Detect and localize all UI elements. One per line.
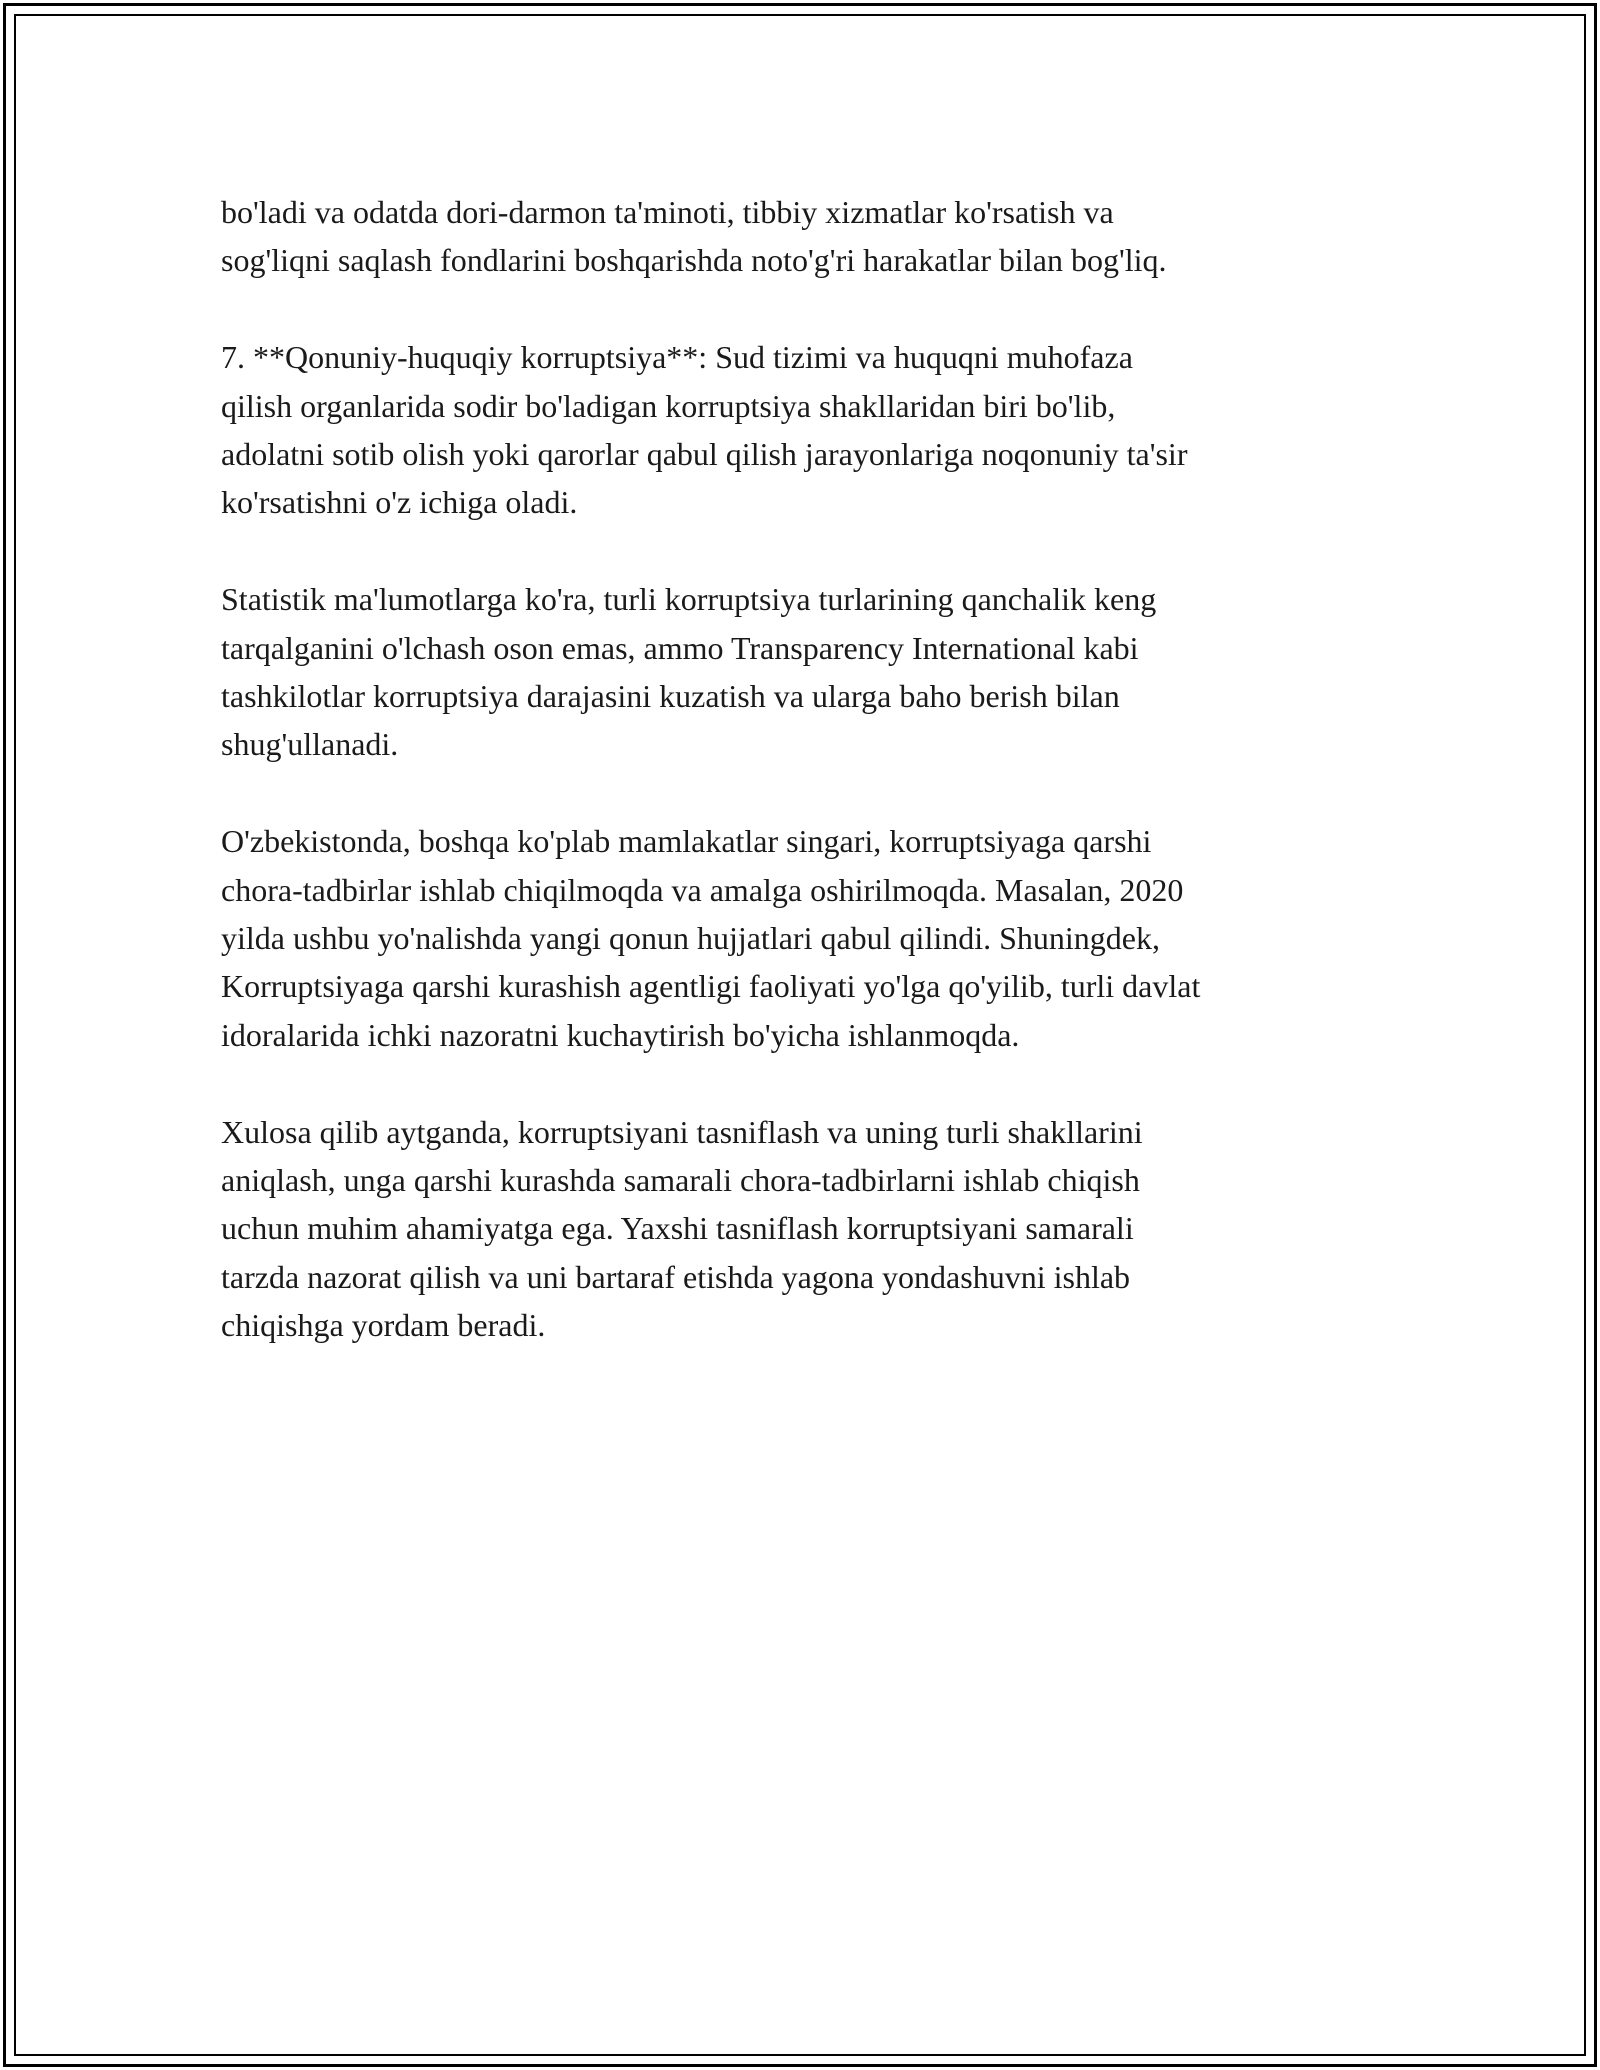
- text-line: Xulosa qilib aytganda, korruptsiyani tasniflash va uning turli shakllarini: [221, 1113, 1143, 1150]
- text-line: idoralarida ichki nazoratni kuchaytirish bo'yicha ishlanmoqda.: [221, 1016, 1020, 1053]
- paragraph-uzbekistan-measures: [221, 817, 1371, 1059]
- text-line: uchun muhim ahamiyatga ega. Yaxshi tasniflash korruptsiyani samarali: [221, 1210, 1134, 1247]
- text-line: O'zbekistonda, boshqa ko'plab mamlakatlar singari, korruptsiyaga qarshi: [221, 823, 1152, 860]
- document-body: [221, 188, 1371, 1398]
- paragraph-healthcare-continuation: [221, 188, 1371, 285]
- text-line: qilish organlarida sodir bo'ladigan korruptsiya shakllaridan biri bo'lib,: [221, 387, 1116, 424]
- text-line: chiqishga yordam beradi.: [221, 1307, 546, 1344]
- text-line: tarqalganini o'lchash oson emas, ammo Transparency International kabi: [221, 629, 1139, 666]
- text-line: tashkilotlar korruptsiya darajasini kuzatish va ularga baho berish bilan: [221, 678, 1120, 715]
- text-line: shug'ullanadi.: [221, 726, 399, 763]
- text-line: 7. **Qonuniy-huquqiy korruptsiya**: Sud tizimi va huquqni muhofaza: [221, 339, 1133, 376]
- text-line: bo'ladi va odatda dori-darmon ta'minoti, tibbiy xizmatlar ko'rsatish va: [221, 194, 1114, 230]
- paragraph-conclusion: [221, 1108, 1371, 1350]
- text-line: tarzda nazorat qilish va uni bartaraf etishda yagona yondashuvni ishlab: [221, 1258, 1131, 1295]
- paragraph-statistics: [221, 575, 1371, 769]
- text-line: chora-tadbirlar ishlab chiqilmoqda va amalga oshirilmoqda. Masalan, 2020: [221, 871, 1184, 908]
- paragraph-legal-corruption: [221, 333, 1371, 527]
- text-line: Statistik ma'lumotlarga ko'ra, turli korruptsiya turlarining qanchalik keng: [221, 581, 1157, 618]
- text-line: yilda ushbu yo'nalishda yangi qonun hujjatlari qabul qilindi. Shuningdek,: [221, 920, 1160, 957]
- text-line: ko'rsatishni o'z ichiga oladi.: [221, 484, 578, 521]
- text-line: adolatni sotib olish yoki qarorlar qabul qilish jarayonlariga noqonuniy ta'sir: [221, 436, 1188, 473]
- text-line: Korruptsiyaga qarshi kurashish agentligi faoliyati yo'lga qo'yilib, turli davlat: [221, 968, 1201, 1005]
- text-line: aniqlash, unga qarshi kurashda samarali chora-tadbirlarni ishlab chiqish: [221, 1162, 1140, 1199]
- text-line: sog'liqni saqlash fondlarini boshqarishda noto'g'ri harakatlar bilan bog'liq.: [221, 242, 1167, 279]
